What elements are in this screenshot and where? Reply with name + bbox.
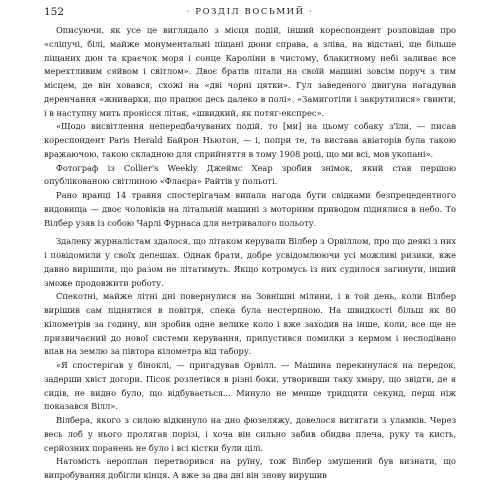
paragraph: Спекотні, майже літні дні повернулися на Зовнішні мілини, і в той день, коли Вілбер вирішив сам піднятися в повітря, спека була нестерпною. На швидкості більш як 80 кілометрів за годину, він зробив одне велике коло і вже заходив на інше, коли, все ще не призвичаєний до нової системи керування, припустився помилки з кермом і несподівано впав на землю за півтора кілометра від табору. — [44, 291, 456, 357]
paragraph: Натомість аероплан перетворився на руїну, тож Вілбер змушений був визнати, що випробування добігли кінця. А вже за два дні він знову вирушив — [44, 456, 456, 480]
paragraph: Фотограф із Collier's Weekly Джеймс Хеар зробив знімок, який став першою опублікованою світлиною «Флаєра» Райтів у польоті. — [44, 162, 456, 187]
chapter-title: · РОЗДІЛ ВОСЬМИЙ · — [186, 7, 314, 17]
paragraph: Описуючи, як усе це виглядало з місця подій, інший кореспондент розповідав про «сліпучі, білі, майже монументальні піщані дюни справа, а зліва, на відстані, ще більше піщаних дюн та краєчок моря і сонце Кароліни в чистому, блакитному небі заливає все мерехтливим сяйвом і світлом». Двоє братів літали на своїй машині зовсім поруч з тим місцем, де він ховався, схожі на «дві чорні цятки». Гул заведеного двигуна нагадував деренчання «жниварки, що працює десь далеко в полі». «Замиготіли і закрутилися» гвинти, і в наступну мить пронісся літак, «швидкий, як потяг-експрес». — [44, 25, 456, 118]
running-head — [44, 4, 456, 20]
body-text — [44, 24, 456, 483]
paragraph: Рано вранці 14 травня спостерігачам випала нагода бути свідками безпрецедентного видовища — двоє чоловіків на літальній машині з моторним приводом піднялися в небо. То Вілбер узяв із собою Чарлі Фурнаса для нетривалого польоту. — [44, 190, 456, 228]
paragraph: Здалеку журналістам здалося, що літаком керували Вілбер з Орвіллом, про що деякі з них і повідомили у своїх депешах. Однак брати, добре усвідомлюючи усі можливі ризики, вже давно вирішили, що разом не літатимуть. Якщо котромусь із них судилося загинути, інший зможе продовжити роботу. — [44, 236, 456, 288]
paragraph: «Я спостерігав у біноклі, — пригадував Орвілл. — Машина перекинулася на передок, задерши хвіст догори. Пісок розлетівся в різні боки, утворивши таку хмару, що звідти, де я сидів, не видно було, що відбувається... Минуло не менше тридцяти секунд, перш ніж показався Вілл». — [44, 360, 456, 412]
page-number: 152 — [44, 6, 65, 18]
paragraph: Вілбера, якого з силою відкинуло на дно фюзеляжу, довелося витягати з уламків. Через весь лоб у нього пролягав порізі, і хоча він сильно забив обидва плеча, руку та кисть, серйозних поранень не було і всі кістки були цілі. — [44, 415, 456, 453]
paragraph: «Щодо висвітлення непередбачуваних подій, то [ми] на цьому собаку з'їли, — писав кореспондент Paris Herald Байрон Ньютон, — і, попри те, та вистава авіаторів була такою вражаючою, такою складною для сприйняття в тому 1908 році, що ми всі, мов укопані». — [44, 121, 456, 159]
